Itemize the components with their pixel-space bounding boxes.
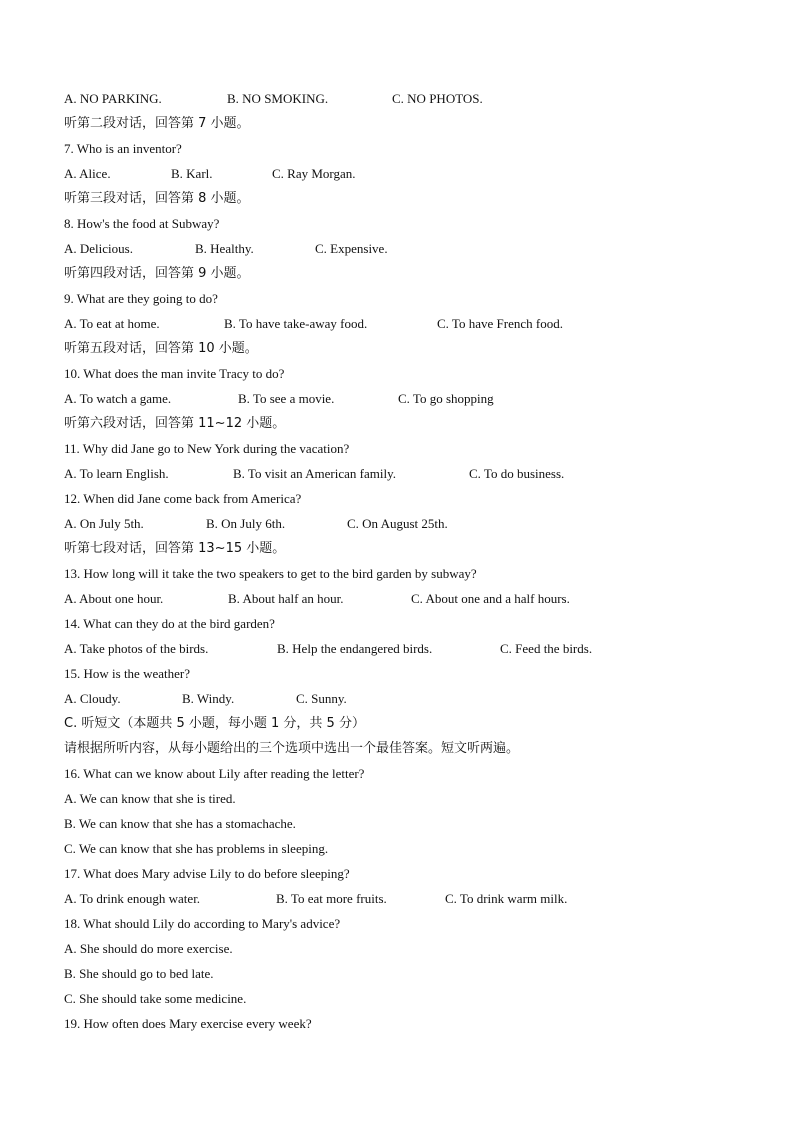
answer-option-c: C. Ray Morgan. [272, 166, 356, 181]
answer-option-a: A. To drink enough water. [64, 891, 201, 906]
answer-option-b: B. About half an hour. [228, 591, 344, 606]
answer-option-c: C. Expensive. [315, 241, 388, 256]
answer-option-b: B. Karl. [171, 166, 213, 181]
section-instruction: C. 听短文（本题共 5 小题，每小题 1 分，共 5 分） [64, 716, 365, 731]
answer-option-line: C. She should take some medicine. [64, 991, 247, 1006]
answer-option-line: A. She should do more exercise. [64, 941, 233, 956]
answer-option-b: B. On July 6th. [206, 516, 286, 531]
answer-option-line: B. We can know that she has a stomachache. [64, 816, 296, 831]
answer-option-a: A. Alice. [64, 166, 111, 181]
question-text: 15. How is the weather? [64, 666, 190, 681]
answer-option-a: A. To eat at home. [64, 316, 160, 331]
answer-option-c: C. To do business. [469, 466, 565, 481]
answer-option-a: A. NO PARKING. [64, 91, 162, 106]
answer-option-c: C. About one and a half hours. [411, 591, 570, 606]
question-text: 10. What does the man invite Tracy to do? [64, 366, 285, 381]
answer-option-b: B. Windy. [182, 691, 235, 706]
answer-option-a: A. About one hour. [64, 591, 164, 606]
question-text: 8. How's the food at Subway? [64, 216, 220, 231]
answer-option-a: A. Cloudy. [64, 691, 121, 706]
answer-option-c: C. On August 25th. [347, 516, 448, 531]
answer-option-b: B. Help the endangered birds. [277, 641, 433, 656]
answer-option-line: A. We can know that she is tired. [64, 791, 236, 806]
question-text: 14. What can they do at the bird garden? [64, 616, 275, 631]
section-instruction: 听第五段对话，回答第 10 小题。 [64, 341, 258, 356]
answer-option-a: A. To learn English. [64, 466, 169, 481]
question-text: 18. What should Lily do according to Mary's advice? [64, 916, 341, 931]
answer-option-a: A. On July 5th. [64, 516, 144, 531]
section-instruction: 请根据所听内容，从每小题给出的三个选项中选出一个最佳答案。短文听两遍。 [64, 741, 520, 756]
section-instruction: 听第七段对话，回答第 13~15 小题。 [64, 541, 286, 556]
answer-option-c: C. To drink warm milk. [445, 891, 568, 906]
answer-option-b: B. NO SMOKING. [227, 91, 329, 106]
answer-option-c: C. Feed the birds. [500, 641, 593, 656]
question-text: 9. What are they going to do? [64, 291, 218, 306]
question-text: 17. What does Mary advise Lily to do before sleeping? [64, 866, 350, 881]
answer-option-c: C. To go shopping [398, 391, 494, 406]
section-instruction: 听第二段对话，回答第 7 小题。 [64, 116, 250, 131]
question-text: 19. How often does Mary exercise every week? [64, 1016, 312, 1031]
section-instruction: 听第四段对话，回答第 9 小题。 [64, 266, 250, 281]
question-text: 7. Who is an inventor? [64, 141, 182, 156]
answer-option-b: B. To eat more fruits. [276, 891, 387, 906]
answer-option-b: B. To see a movie. [238, 391, 335, 406]
section-instruction: 听第三段对话，回答第 8 小题。 [64, 191, 250, 206]
question-text: 16. What can we know about Lily after reading the letter? [64, 766, 365, 781]
question-text: 13. How long will it take the two speakers to get to the bird garden by subway? [64, 566, 477, 581]
answer-option-a: A. Delicious. [64, 241, 133, 256]
question-text: 11. Why did Jane go to New York during the vacation? [64, 441, 350, 456]
answer-option-c: C. Sunny. [296, 691, 347, 706]
answer-option-line: B. She should go to bed late. [64, 966, 214, 981]
answer-option-c: C. To have French food. [437, 316, 563, 331]
answer-option-line: C. We can know that she has problems in sleeping. [64, 841, 329, 856]
answer-option-b: B. Healthy. [195, 241, 254, 256]
question-text: 12. When did Jane come back from America? [64, 491, 302, 506]
answer-option-a: A. Take photos of the birds. [64, 641, 209, 656]
answer-option-a: A. To watch a game. [64, 391, 172, 406]
answer-option-b: B. To have take-away food. [224, 316, 368, 331]
answer-option-b: B. To visit an American family. [233, 466, 397, 481]
answer-option-c: C. NO PHOTOS. [392, 91, 483, 106]
section-instruction: 听第六段对话，回答第 11~12 小题。 [64, 416, 286, 431]
